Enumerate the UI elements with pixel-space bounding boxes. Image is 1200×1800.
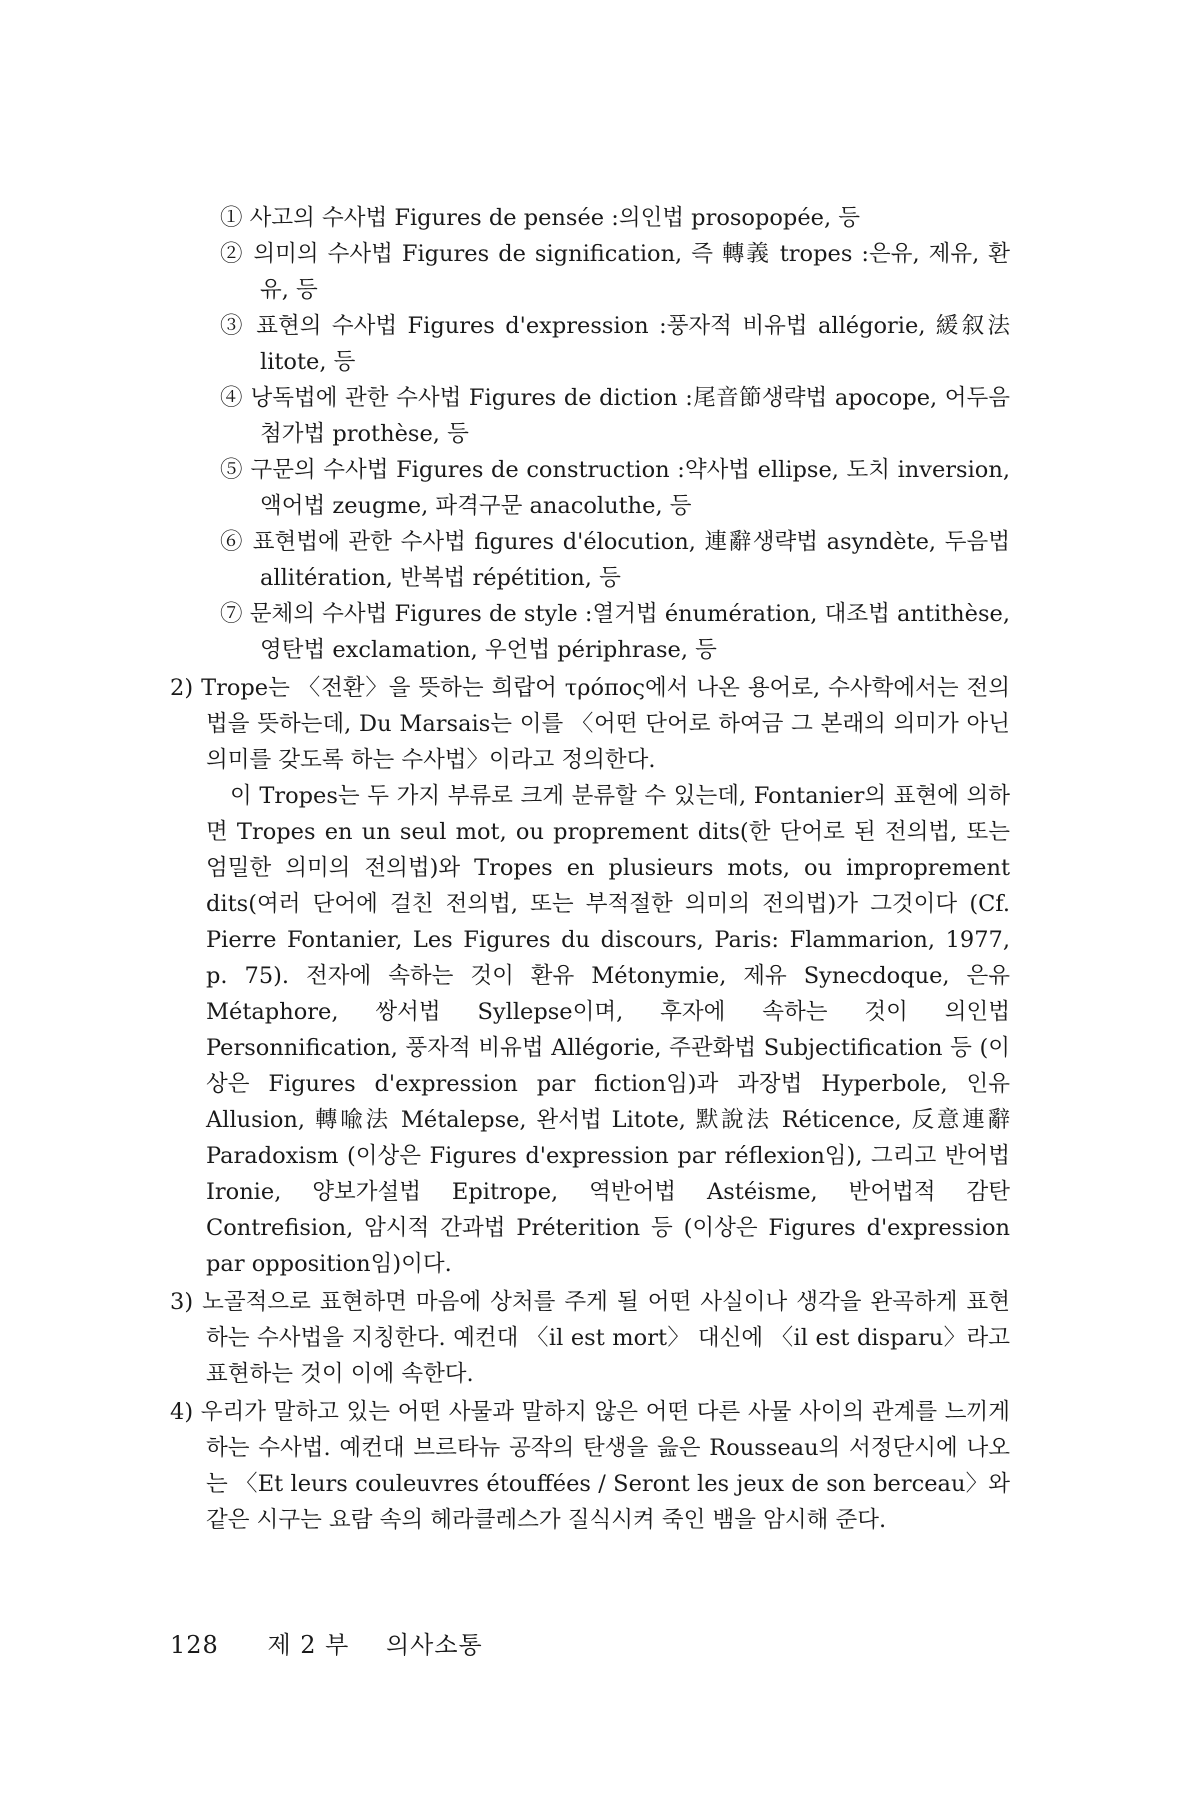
main-text [170, 200, 1010, 1538]
footnote-4 [170, 1394, 1010, 1538]
rhetoric-list [170, 200, 1010, 668]
footnote-label: 2) [170, 675, 194, 701]
list-item: ③ 표현의 수사법 Figures d'expression :풍자적 비유법 allégorie, 緩叙法 litote, 등 [220, 313, 1010, 375]
list-item: ② 의미의 수사법 Figures de signification, 즉 轉義 tropes :은유, 제유, 환유, 등 [220, 241, 1010, 303]
footnote-text: 우리가 말하고 있는 어떤 사물과 말하지 않은 어떤 다른 사물 사이의 관계를 느끼게 하는 수사법. 예컨대 브르타뉴 공작의 탄생을 읊은 Rousseau의 서정단시에 나오는 〈Et leurs couleuvres étouffées / Seront les jeux de son berceau〉와 같은 시구는 요람 속의 헤라클레스가 질식시켜 죽인 뱀을 암시해 준다. [200, 1399, 1010, 1533]
footnote-2 [170, 670, 1010, 778]
footnote-label: 3) [170, 1289, 194, 1315]
list-item: ⑤ 구문의 수사법 Figures de construction :약사법 ellipse, 도치 inversion, 액어법 zeugme, 파격구문 anacoluthe, 등 [220, 457, 1010, 519]
page-footer [170, 1625, 483, 1660]
footnote-2-paragraph-wrap [170, 778, 1010, 1282]
footnote-label: 4) [170, 1399, 194, 1425]
footnote-3 [170, 1284, 1010, 1392]
footnote-text: Trope는 〈전환〉을 뜻하는 희랍어 τρόπος에서 나온 용어로, 수사학에서는 전의법을 뜻하는데, Du Marsais는 이를 〈어떤 단어로 하여금 그 본래의 의미가 아닌 의미를 갖도록 하는 수사법〉이라고 정의한다. [201, 675, 1011, 773]
footnote-text: 노골적으로 표현하면 마음에 상처를 주게 될 어떤 사실이나 생각을 완곡하게 표현하는 수사법을 지칭한다. 예컨대 〈il est mort〉 대신에 〈il est disparu〉라고 표현하는 것이 이에 속한다. [202, 1289, 1010, 1387]
footnote-2-paragraph: 이 Tropes는 두 가지 부류로 크게 분류할 수 있는데, Fontanier의 표현에 의하면 Tropes en un seul mot, ou proprement dits(한 단어로 된 전의법, 또는 엄밀한 의미의 전의법)와 Tropes en plusieurs mots, ou improprement dits(여러 단어에 걸친 전의법, 또는 부적절한 의미의 전의법)가 그것이다 (Cf. Pierre Fontanier, Les Figures du discours, Paris: Flammarion, 1977, p. 75). 전자에 속하는 것이 환유 Métonymie, 제유 Synecdoque, 은유 Métaphore, 쌍서법 Syllepse이며, 후자에 속하는 것이 의인법 Personnification, 풍자적 비유법 Allégorie, 주관화법 Subjectification 등 (이상은 Figures d'expression par fiction임)과 과장법 Hyperbole, 인유 Allusion, 轉喩法 Métalepse, 완서법 Litote, 默說法 Réticence, 反意連辭 Paradoxism (이상은 Figures d'expression par réflexion임), 그리고 반어법 Ironie, 양보가설법 Epitrope, 역반어법 Astéisme, 반어법적 감탄 Contrefision, 암시적 간과법 Préterition 등 (이상은 Figures d'expression par opposition임)이다. [206, 783, 1010, 1277]
list-item: ① 사고의 수사법 Figures de pensée :의인법 prosopopée, 등 [220, 205, 861, 231]
section-title: 의사소통 [386, 1631, 483, 1659]
page-number: 128 [170, 1631, 219, 1659]
list-item: ⑦ 문체의 수사법 Figures de style :열거법 énumération, 대조법 antithèse, 영탄법 exclamation, 우언법 périphrase, 등 [220, 601, 1010, 663]
list-item: ⑥ 표현법에 관한 수사법 figures d'élocution, 連辭생략법 asyndète, 두음법 allitération, 반복법 répétition, 등 [220, 529, 1010, 591]
part-label: 제 2 부 [267, 1631, 350, 1659]
list-item: ④ 낭독법에 관한 수사법 Figures de diction :尾音節생략법 apocope, 어두음 첨가법 prothèse, 등 [220, 385, 1010, 447]
